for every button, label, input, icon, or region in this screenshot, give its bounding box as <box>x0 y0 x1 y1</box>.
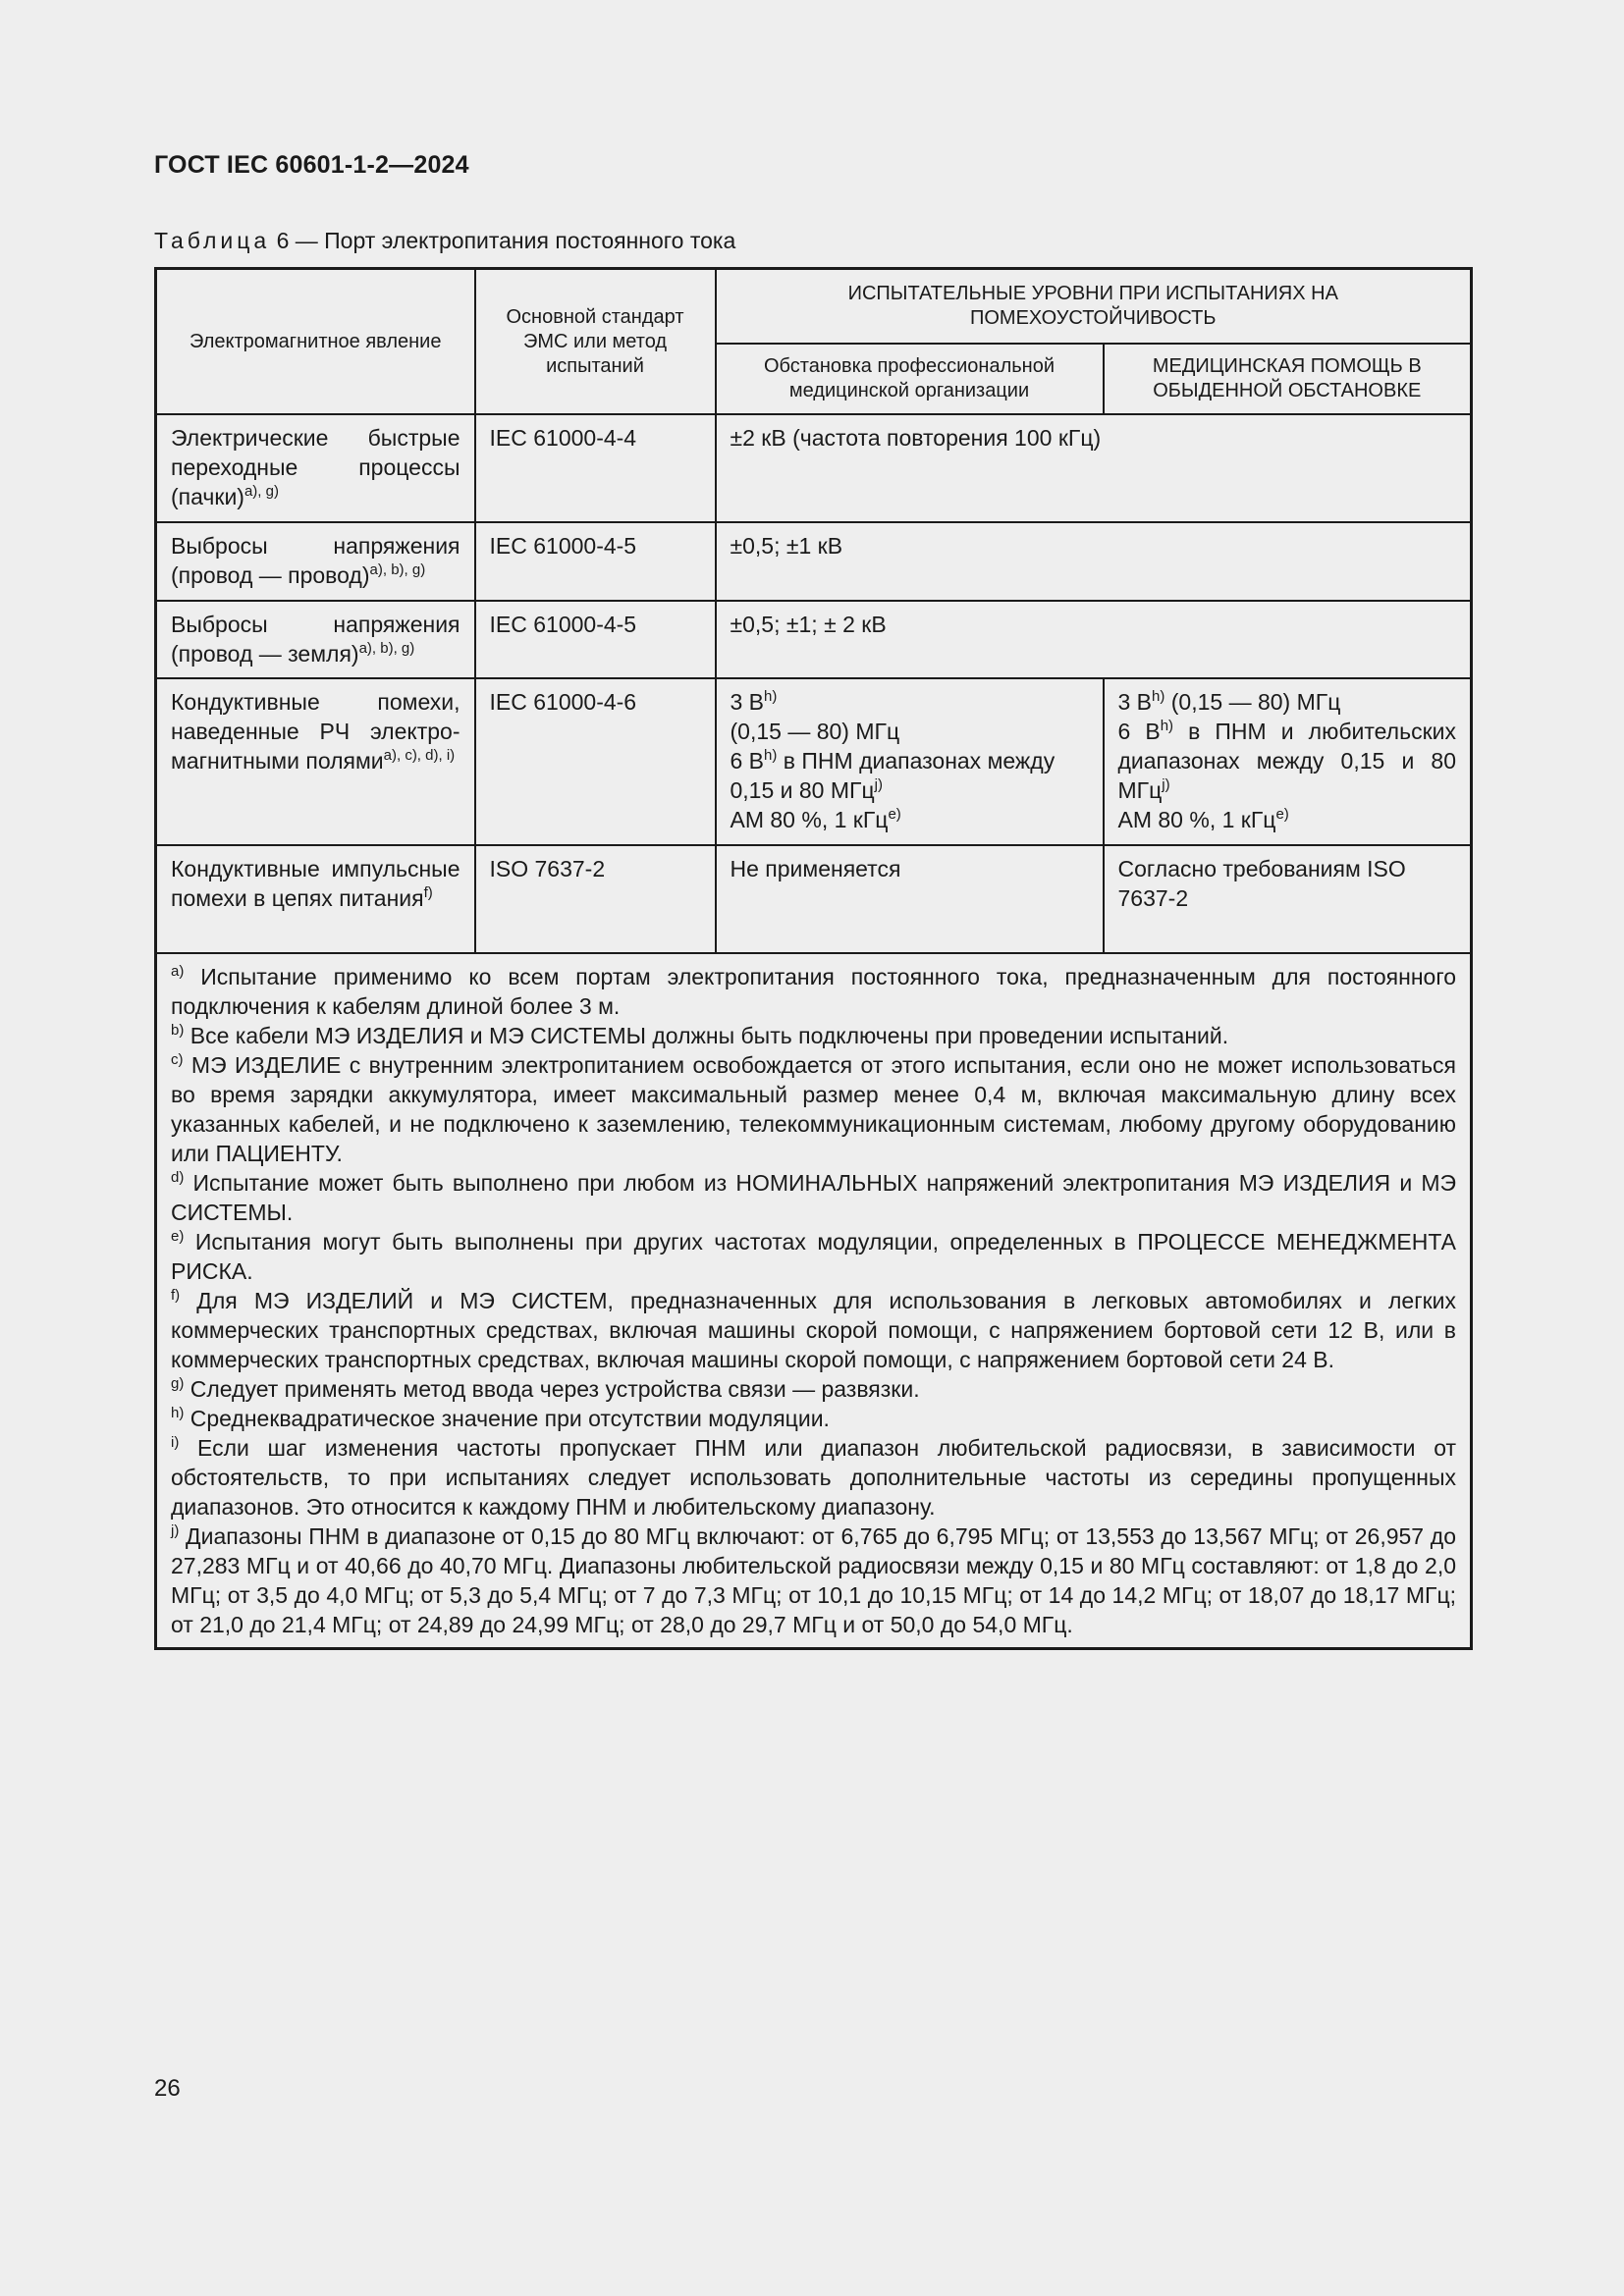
footnote-ref: a), c), d), i) <box>383 747 456 764</box>
footnote <box>171 962 1456 1021</box>
level-line <box>1118 717 1457 805</box>
table-row <box>156 845 1472 953</box>
level-text: (0,15 — 80) МГц <box>1164 689 1341 715</box>
footnote-ref: a), b), g) <box>358 640 415 657</box>
table-row <box>156 522 1472 601</box>
footnote-mark: g) <box>171 1375 185 1392</box>
level-value: 3 В <box>730 689 765 715</box>
footnote <box>171 1522 1456 1639</box>
footnote <box>171 1374 1456 1404</box>
cell-phenomenon <box>156 678 475 845</box>
level-line <box>1118 805 1457 834</box>
footnote-mark: j) <box>171 1522 180 1539</box>
table-caption <box>154 228 735 254</box>
footnote-ref: j) <box>874 776 883 793</box>
footnote-ref: e) <box>888 806 901 823</box>
phenomenon-text: Кондуктивные импульсные помехи в цепях питания <box>171 856 460 911</box>
footnote-text: МЭ ИЗДЕЛИЕ с внутренним электропитанием освобождается от этого испытания, если оно не может использоваться во время зарядки аккумулятора, имеет максимальный размер менее 0,4 м, включая максимальную длину всех указанных кабелей, и не подключено к заземлению, телекоммуникационным системам, любому другому оборудованию или ПАЦИЕНТУ. <box>171 1052 1457 1166</box>
footnote <box>171 1050 1456 1168</box>
level-line: (0,15 — 80) МГц <box>730 719 900 744</box>
footnote-mark: c) <box>171 1051 184 1068</box>
footnote-text: Для МЭ ИЗДЕЛИЙ и МЭ СИСТЕМ, предназначенных для использования в легковых автомобилях и легких коммерческих транспортных средствах, включая машины скорой помощи, с напряжением бортовой сети 12 В, или в коммерческих транспортных средствах, включая машины скорой помощи, с напряжением бортовой сети 24 В. <box>171 1288 1457 1372</box>
header-phenomenon: Электромагнитное явление <box>156 269 475 415</box>
level-line <box>731 805 1089 834</box>
level-text: в ПНМ и любительских диапазонах между 0,15 и 80 МГц <box>1117 719 1457 803</box>
footnote <box>171 1433 1456 1522</box>
level-value: 6 В <box>1117 719 1161 744</box>
cell-level: ±0,5; ±1 кВ <box>716 522 1472 601</box>
level-value: 6 В <box>730 748 765 774</box>
footnote-mark: h) <box>171 1405 185 1421</box>
level-value: АМ 80 %, 1 кГц <box>1117 807 1276 832</box>
table-header-row <box>156 269 1472 345</box>
footnote-mark: i) <box>171 1434 180 1451</box>
table-notes-row <box>156 953 1472 1649</box>
cell-standard: IEC 61000-4-4 <box>475 414 716 522</box>
footnote-ref: a), g) <box>244 483 279 500</box>
footnote-ref: h) <box>764 688 778 705</box>
cell-phenomenon <box>156 522 475 601</box>
phenomenon-text: Кондуктивные помехи, наведенные РЧ электромагнитными полями <box>171 689 460 774</box>
level-line <box>731 746 1089 805</box>
footnote <box>171 1168 1456 1227</box>
footnote-mark: a) <box>171 963 185 980</box>
cell-standard: ISO 7637-2 <box>475 845 716 953</box>
dc-power-port-table <box>154 267 1473 1650</box>
footnote <box>171 1286 1456 1374</box>
footnote-mark: b) <box>171 1022 185 1039</box>
header-test-levels: ИСПЫТАТЕЛЬНЫЕ УРОВНИ ПРИ ИСПЫТАНИЯХ НА ПОМЕХОУСТОЙЧИВОСТЬ <box>716 269 1472 345</box>
footnote-ref: e) <box>1275 806 1289 823</box>
cell-standard: IEC 61000-4-5 <box>475 601 716 678</box>
table-caption-text: 6 — Порт электропитания постоянного тока <box>270 228 736 253</box>
phenomenon-text: Электрические быстрые переходные процессы (пачки) <box>171 425 460 509</box>
level-value: АМ 80 %, 1 кГц <box>730 807 889 832</box>
document-title: ГОСТ IEC 60601-1-2—2024 <box>154 151 469 179</box>
footnote-mark: e) <box>171 1228 185 1245</box>
header-professional: Обстановка профессиональной медицинской организации <box>716 344 1104 414</box>
cell-standard: IEC 61000-4-6 <box>475 678 716 845</box>
cell-professional-level: Не применяется <box>716 845 1104 953</box>
phenomenon-text: Выбросы напряжения (провод — провод) <box>171 533 460 588</box>
footnote-text: Диапазоны ПНМ в диапазоне от 0,15 до 80 МГц включают: от 6,765 до 6,795 МГц; от 13,553 до 13,567 МГц; от 26,957 до 27,283 МГц и от 40,66 до 40,70 МГц. Диапазоны любительской радиосвязи между 0,15 и 80 МГц составляют: от 1,8 до 2,0 МГц; от 3,5 до 4,0 МГц; от 5,3 до 5,4 МГц; от 7 до 7,3 МГц; от 10,1 до 10,15 МГц; от 14 до 14,2 МГц; от 18,07 до 18,17 МГц; от 21,0 до 21,4 МГц; от 24,89 до 24,99 МГц; от 28,0 до 29,7 МГц и от 50,0 до 54,0 МГц. <box>171 1523 1457 1637</box>
footnote-ref: h) <box>1152 688 1165 705</box>
level-line <box>1118 687 1457 717</box>
footnote-ref: f) <box>423 884 433 901</box>
table-row <box>156 678 1472 845</box>
table-notes <box>156 953 1472 1649</box>
cell-phenomenon <box>156 414 475 522</box>
footnote-text: Испытания могут быть выполнены при других частотах модуляции, определенных в ПРОЦЕССЕ МЕНЕДЖМЕНТА РИСКА. <box>171 1229 1457 1284</box>
footnote <box>171 1227 1456 1286</box>
cell-home-level <box>1104 678 1472 845</box>
cell-level: ±0,5; ±1; ± 2 кВ <box>716 601 1472 678</box>
footnote-text: Следует применять метод ввода через устройства связи — развязки. <box>184 1376 920 1402</box>
table-row <box>156 414 1472 522</box>
cell-professional-level <box>716 678 1104 845</box>
cell-home-level: Согласно требованиям ISO 7637-2 <box>1104 845 1472 953</box>
cell-standard: IEC 61000-4-5 <box>475 522 716 601</box>
footnote-text: Испытание может быть выполнено при любом из НОМИНАЛЬНЫХ напряжений электропитания МЭ ИЗДЕЛИЯ и МЭ СИСТЕМЫ. <box>171 1170 1457 1225</box>
table-caption-label: Таблица <box>154 228 271 253</box>
footnote <box>171 1021 1456 1050</box>
header-standard: Основной стандарт ЭМС или метод испытаний <box>475 269 716 415</box>
footnote <box>171 1404 1456 1433</box>
level-value: 3 В <box>1117 689 1153 715</box>
footnote-text: Если шаг изменения частоты пропускает ПНМ или диапазон любительской радиосвязи, в зависимости от обстоятельств, то при испытаниях следует использовать дополнительные частоты из середины пропущенных диапазонов. Это относится к каждому ПНМ и любительскому диапазону. <box>171 1435 1457 1520</box>
footnote-text: Все кабели МЭ ИЗДЕЛИЯ и МЭ СИСТЕМЫ должны быть подключены при проведении испытаний. <box>184 1023 1229 1048</box>
table-row <box>156 601 1472 678</box>
footnote-ref: h) <box>1160 718 1174 734</box>
phenomenon-text: Выбросы напряжения (провод — земля) <box>171 612 460 667</box>
footnote-text: Среднеквадратическое значение при отсутствии модуляции. <box>184 1406 830 1431</box>
footnote-ref: j) <box>1162 776 1170 793</box>
page-number: 26 <box>154 2075 181 2102</box>
level-text: в ПНМ диапазонах между 0,15 и 80 МГц <box>730 748 1056 803</box>
cell-level: ±2 кВ (частота повторения 100 кГц) <box>716 414 1472 522</box>
footnote-mark: f) <box>171 1287 181 1304</box>
footnote-mark: d) <box>171 1169 185 1186</box>
cell-phenomenon <box>156 601 475 678</box>
footnote-ref: a), b), g) <box>369 561 426 578</box>
footnote-ref: h) <box>764 747 778 764</box>
table-container <box>154 267 1470 1650</box>
cell-phenomenon <box>156 845 475 953</box>
level-line <box>731 687 1089 717</box>
footnote-text: Испытание применимо ко всем портам электропитания постоянного тока, предназначенным для постоянного подключения к кабелям длиной более 3 м. <box>171 964 1457 1019</box>
header-home: МЕДИЦИНСКАЯ ПОМОЩЬ В ОБЫДЕННОЙ ОБСТАНОВКЕ <box>1104 344 1472 414</box>
